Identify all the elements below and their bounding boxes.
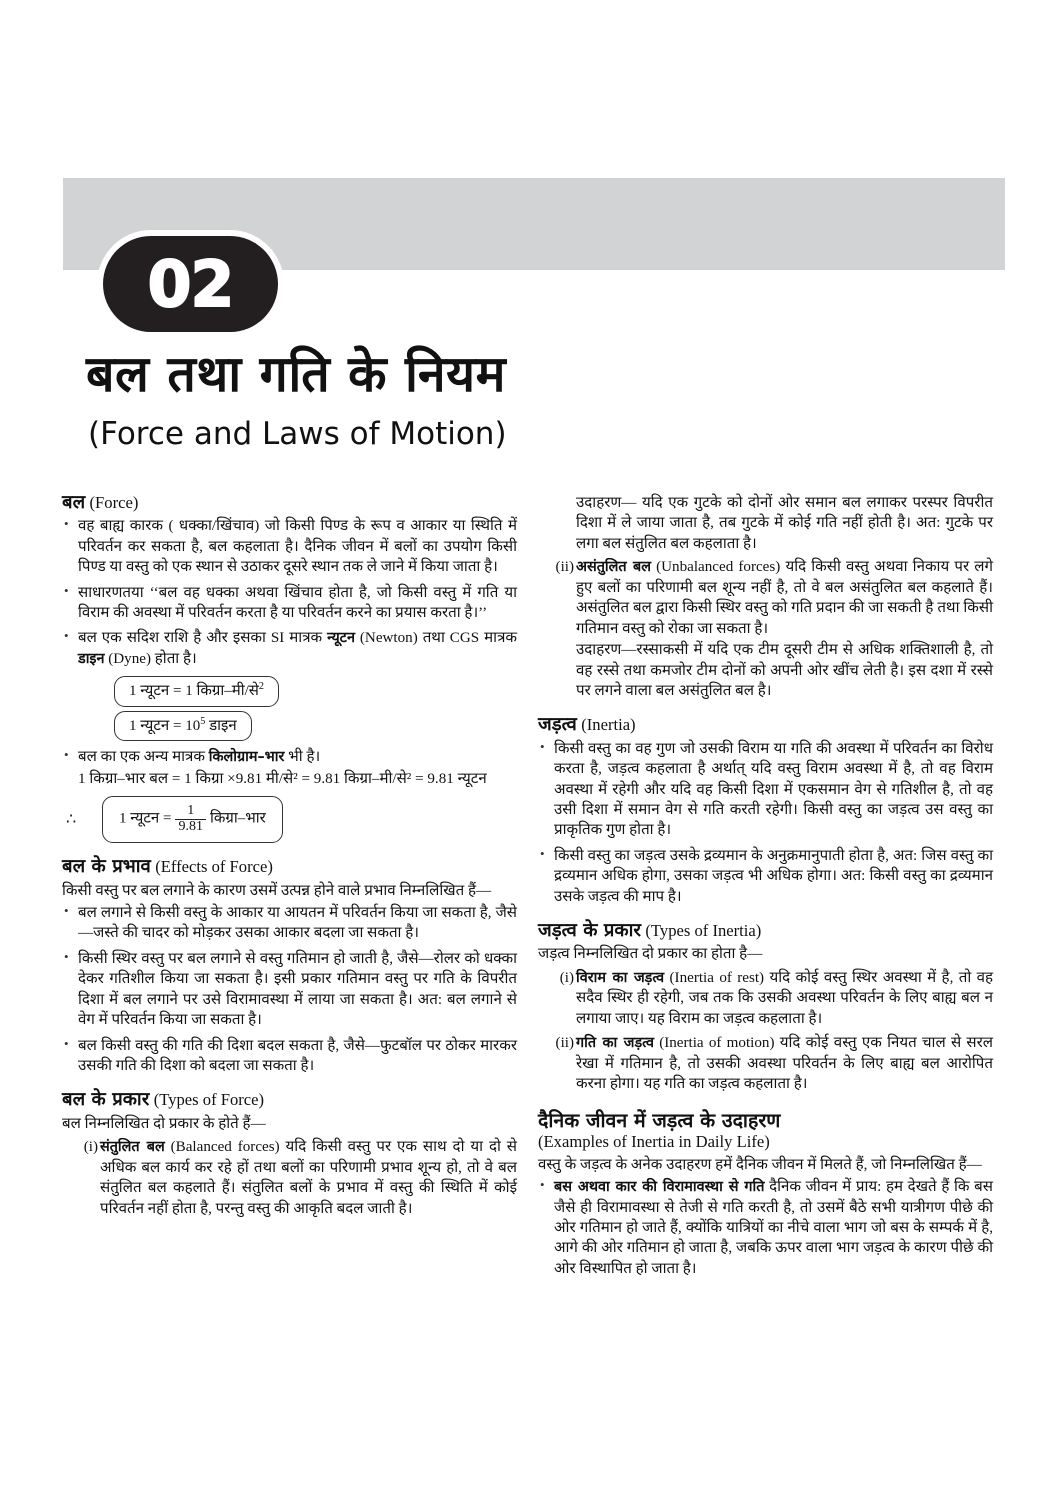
text-run: (Newton) तथा CGS मात्रक	[354, 630, 517, 647]
text-bold: विराम का जड़त्व	[576, 969, 665, 986]
text-bold: असंतुलित बल	[576, 559, 651, 576]
list-item	[62, 1137, 517, 1219]
section-heading-inertia	[538, 714, 993, 736]
text-run: (Inertia of motion)	[653, 1035, 775, 1052]
formula-text: 1 न्यूटन = 10	[129, 717, 201, 734]
list-item: • वह बाह्य कारक ( धक्का/खिंचाव) जो किसी पिण्ड के रूप व आकार या स्थिति में परिवर्तन कर सकता है, बल कहलाता है। दैनिक जीवन में बलों का उपयोग किसी पिण्ड या वस्तु को एक स्थान से उठाकर दूसरे स्थान तक ले जाने में किया जाता है।	[62, 516, 517, 577]
denominator: 9.81	[175, 819, 206, 835]
text-bold: संतुलित बल	[100, 1139, 165, 1156]
heading-hindi: जड़त्व	[538, 714, 577, 736]
heading-english: (Types of Inertia)	[645, 921, 762, 941]
text-bold: डाइन	[78, 650, 105, 667]
heading-hindi: बल	[62, 492, 86, 513]
formula-box-2-wrap	[114, 711, 517, 741]
text-run: यदि किसी वस्तु अथवा निकाय पर लगे हुए बलों का परिणामी बल शून्य नहीं है, तो वे बल असंतुलित बल कहलाते हैं। असंतुलित बल द्वारा किसी स्थिर वस्तु को गति प्रदान की जा सकती है तथा किसी गतिमान वस्तु को रोका जा सकता है।	[576, 559, 993, 637]
unbalanced-force-example: उदाहरण—रस्साकसी में यदि एक टीम दूसरी टीम से अधिक शक्तिशाली है, तो वह रस्से तथा कमजोर टीम दोनों को अपनी ओर खींच लेती है। इस दशा में रस्से पर लगने वाला बल असंतुलित बल है।	[576, 642, 993, 700]
text-run: यदि कोई वस्तु स्थिर अवस्था में है, तो वह सदैव स्थिर ही रहेगी, जब तक कि उसकी अवस्था परिवर्तन के लिए बाह्य बल न लगाया जाए। यह विराम का जड़त्व कहलाता है।	[576, 969, 994, 1027]
text-bold: न्यूटन	[327, 630, 355, 647]
section-heading-types-of-force	[62, 1089, 517, 1111]
body-columns	[0, 492, 1060, 1372]
heading-hindi: जड़त्व के प्रकार	[538, 920, 641, 942]
formula-newton-kgms2	[114, 676, 279, 706]
text-bold: किलोग्राम–भार	[208, 749, 285, 766]
text-run: (Unbalanced forces)	[650, 559, 781, 576]
formula-box-1-wrap	[114, 676, 517, 706]
heading-english: (Effects of Force)	[155, 857, 273, 877]
page-title-hindi: बल तथा गति के नियम	[86, 345, 507, 403]
text-run: दैनिक जीवन में प्राय: हम देखते हैं कि बस जैसे ही विरामावस्था से तेजी से गति करती है, तो उसमें बैठे सभी यात्रीगण पीछे की ओर गतिमान हो जाते हैं, क्योंकि यात्रियों का नीचे वाला भाग जो बस के सम्पर्क में है, आगे की ओर गतिमान हो जाता है, जबकि ऊपर वाला भाग जड़त्व के कारण पीछे की ओर विस्थापित हो जाता है।	[554, 1179, 993, 1277]
heading-hindi: बल के प्रभाव	[62, 856, 151, 878]
list-item: • किसी स्थिर वस्तु पर बल लगाने से वस्तु गतिमान हो जाती है, जैसे—रोलर को धक्का देकर गतिशील किया जा सकता है। इसी प्रकार गतिमान वस्तु पर गति के विपरीत दिशा में बल लगाने पर उसे विरामावस्था में लाया जा सकता है। अत: बल लगाने से वेग में परिवर्तन किया जा सकता है।	[62, 949, 517, 1031]
list-item	[62, 628, 517, 669]
types-of-inertia-list	[538, 968, 993, 1095]
section-heading-examples-daily-life	[538, 1109, 993, 1153]
formula-text: किग्रा–भार	[209, 810, 266, 827]
numerator: 1	[187, 802, 195, 818]
text-run: (Balanced forces)	[164, 1139, 280, 1156]
formula-text: डाइन	[205, 717, 237, 734]
heading-english: (Types of Force)	[153, 1090, 265, 1110]
inertia-bullet-list	[538, 739, 993, 908]
text-run: (Inertia of rest)	[664, 969, 765, 986]
list-item: • बल किसी वस्तु की गति की दिशा बदल सकता है, जैसे—फुटबॉल पर ठोकर मारकर उसकी गति की दिशा को बदला जा सकता है।	[62, 1036, 517, 1077]
chapter-number: 02	[147, 247, 234, 321]
heading-hindi: दैनिक जीवन में जड़त्व के उदाहरण	[538, 1108, 781, 1132]
section-intro: बल निम्नलिखित दो प्रकार के होते हैं—	[62, 1115, 266, 1132]
section-intro: वस्तु के जड़त्व के अनेक उदाहरण हमें दैनिक जीवन में मिलते हैं, जो निम्नलिखित हैं—	[538, 1156, 982, 1173]
text-run: बल का एक अन्य मात्रक	[78, 749, 209, 766]
page-title-english: (Force and Laws of Motion)	[88, 416, 507, 452]
exponent: 5	[200, 715, 206, 727]
effects-bullet-list	[62, 903, 517, 1077]
text-run: यदि कोई वस्तु एक नियत चाल से सरल रेखा में गतिमान है, तो उसकी अवस्था परिवर्तन के लिए बाह्य बल आरोपित करना होगा। यह गति का जड़त्व कहलाता है।	[576, 1035, 993, 1093]
exponent: 2	[258, 681, 264, 693]
text-bold: गति का जड़त्व	[576, 1035, 654, 1052]
list-item	[538, 557, 993, 701]
fraction	[175, 804, 206, 834]
heading-hindi: बल के प्रकार	[62, 1089, 150, 1111]
text-run: (Dyne) होता है।	[104, 650, 197, 667]
left-column	[62, 492, 517, 1223]
balanced-force-example: उदाहरण— यदि एक गुटके को दोनों ओर समान बल लगाकर परस्पर विपरीत दिशा में ले जाया जाता है, तब गुटके में कोई गति नहीं होती है। अत: गुटके पर लगा बल संतुलित बल कहलाता है।	[576, 495, 993, 552]
text-run: भी है।	[284, 749, 321, 766]
list-item: • साधारणतया ‘‘बल वह धक्का अथवा खिंचाव होता है, जो किसी वस्तु में गति या विराम की अवस्था में परिवर्तन करता है या परिवर्तन करने का प्रयास करता है।’’	[62, 583, 517, 624]
section-heading-effects-of-force	[62, 856, 517, 878]
daily-life-examples-list	[538, 1177, 993, 1279]
formula-newton-dyne	[114, 711, 252, 741]
force-bullet-list	[62, 516, 517, 669]
heading-english: (Examples of Inertia in Daily Life)	[538, 1132, 770, 1152]
therefore-symbol: ∴	[66, 810, 77, 828]
list-item: • किसी वस्तु का वह गुण जो उसकी विराम या गति की अवस्था में परिवर्तन का विरोध करता है, जड़त्व कहलाता है अर्थात् यदि वस्तु विराम अवस्था में है, तो वह विराम अवस्था में रहेगी और यदि वह किसी दिशा में एकसमान वेग से गतिशील है, तो वह उसी दिशा में समान वेग से गति करती रहेगी। किसी वस्तु का जड़त्व उस वस्तु का प्राकृतिक गुण होता है।	[538, 739, 993, 841]
right-column	[538, 492, 993, 1284]
list-item: • बल लगाने से किसी वस्तु के आकार या आयतन में परिवर्तन किया जा सकता है, जैसे—जस्ते की चादर को मोड़कर उसका आकार बदला जा सकता है।	[62, 903, 517, 944]
list-item	[538, 1033, 993, 1094]
list-item	[538, 1177, 993, 1279]
text-run: बल एक सदिश राशि है और इसका SI मात्रक	[78, 630, 328, 647]
kgf-equation-line: 1 किग्रा–भार बल = 1 किग्रा ×9.81 मी/से² = 9.81 किग्रा–मी/से² = 9.81 न्यूटन	[78, 770, 487, 787]
formula-newton-kgf	[102, 796, 283, 843]
section-intro: किसी वस्तु पर बल लगाने के कारण उसमें उत्पन्न होने वाले प्रभाव निम्नलिखित हैं—	[62, 882, 492, 899]
types-of-force-list-continued	[538, 557, 993, 701]
heading-english: (Inertia)	[581, 715, 636, 735]
item-marker: (i)	[559, 969, 574, 986]
item-marker: (ii)	[555, 559, 574, 576]
kgf-bullet-list	[62, 747, 517, 789]
text-run: यदि किसी वस्तु पर एक साथ दो या दो से अधिक बल कार्य कर रहे हों तथा बलों का परिणामी प्रभाव शून्य हो, तो वे बल संतुलित बल कहलाते हैं। संतुलित बलों के प्रभाव में वस्तु की स्थिति में कोई परिवर्तन नहीं होता है, परन्तु वस्तु की आकृति बदल जाती है।	[100, 1139, 517, 1217]
formula-text: 1 न्यूटन = 1 किग्रा–मी/से	[129, 683, 259, 700]
list-item	[62, 747, 517, 789]
text-bold: बस अथवा कार की विरामावस्था से गति	[554, 1179, 765, 1195]
formula-row	[62, 796, 517, 843]
section-heading-force	[62, 492, 517, 514]
item-marker: (ii)	[555, 1035, 574, 1052]
types-of-force-list	[62, 1137, 517, 1219]
section-intro: जड़त्व निम्नलिखित दो प्रकार का होता है—	[538, 946, 763, 963]
list-item: • किसी वस्तु का जड़त्व उसके द्रव्यमान के अनुक्रमानुपाती होता है, अत: जिस वस्तु का द्रव्यमान अधिक होगा, उसका जड़त्व भी अधिक होगा। अत: किसी वस्तु का द्रव्यमान उसके जड़त्व की माप है।	[538, 846, 993, 907]
formula-box-3-wrap	[62, 796, 517, 843]
list-item	[538, 968, 993, 1029]
formula-text: 1 न्यूटन =	[119, 810, 172, 827]
item-marker: (i)	[83, 1139, 98, 1156]
chapter-number-badge	[103, 236, 278, 332]
section-heading-types-of-inertia	[538, 920, 993, 942]
heading-english: (Force)	[89, 493, 139, 512]
